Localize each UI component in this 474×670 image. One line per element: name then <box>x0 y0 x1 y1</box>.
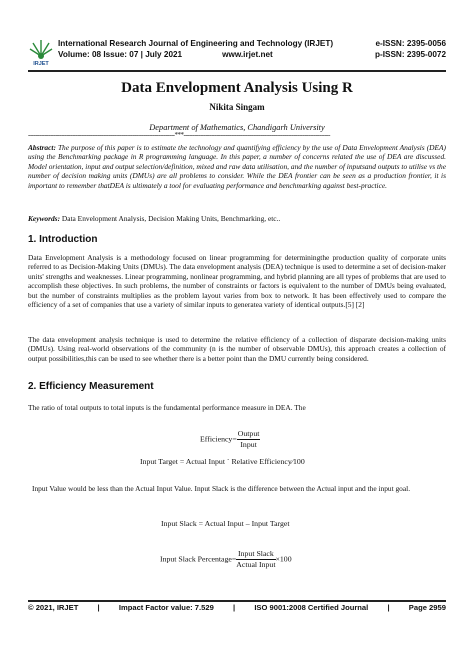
website: www.irjet.net <box>222 50 273 59</box>
section-heading-efficiency: 2. Efficiency Measurement <box>28 381 154 392</box>
logo-text: IRJET <box>33 61 49 66</box>
equation-input-slack: Input Slack = Actual Input – Input Target <box>161 519 290 528</box>
abstract-label: Abstract: <box>28 143 56 152</box>
paper-title: Data Envelopment Analysis Using R <box>121 80 353 96</box>
eq1-numerator: Output <box>237 429 260 438</box>
footer-copyright: © 2021, IRJET <box>28 603 79 612</box>
eq4-numerator: Input Slack <box>238 549 274 558</box>
keywords-text: Data Envelopment Analysis, Decision Making Units, Benchmarking, etc.. <box>60 214 281 223</box>
abstract <box>28 143 446 190</box>
section-heading-introduction: 1. Introduction <box>28 234 98 245</box>
abstract-text: The purpose of this paper is to estimate the technology and quantifying efficiency by the use of Data Envelopment Analysis (DEA) using the Benchmarking package in R programming language. In this paper, a number of concerns related the use of DEA are discussed. Model orientation, input and output selection/definition, mixed and raw data utilisation, and the number of inputsand outputs to utilise vs the number of decision making units (DMUs) are all problems to consider. While the DEA frontier can be seen as a production frontier, it is important to remember thatDEA is ultimately a tool for evaluating performance and benchmarking against best-practice. <box>28 143 446 190</box>
footer-rule <box>28 600 446 602</box>
footer-page-number: Page 2959 <box>408 603 446 612</box>
footer-divider: | <box>97 603 100 612</box>
journal-name: International Research Journal of Engineering and Technology (IRJET) <box>58 39 334 48</box>
footer-impact: Impact Factor value: 7.529 <box>118 603 214 612</box>
page-footer <box>28 603 446 612</box>
header-rule <box>28 70 446 72</box>
affiliation: Department of Mathematics, Chandigarh University <box>149 123 325 132</box>
equation-input-target: Input Target = Actual Input ´ Relative Efficiency⁄100 <box>140 457 305 466</box>
irjet-logo <box>28 36 54 66</box>
equation-input-slack-percentage: Input Slack Percentage= $\frac{\text{Input Slack}}{\text{Actual Input}}$ ×100 <box>160 549 292 569</box>
eq4-denominator: Actual Input <box>236 560 276 569</box>
separator-line: --------------------------------------------------------------------------------***-------------------------------------------------------------------------------- <box>28 131 330 139</box>
footer-iso: ISO 9001:2008 Certified Journal <box>254 603 369 612</box>
header-left <box>58 38 333 60</box>
footer-divider: | <box>387 603 390 612</box>
eq1-denominator: Input <box>240 440 257 449</box>
intro-paragraph-2: The data envelopment analysis technique is used to determine the relative efficiency of a collection of disparate decision-making units (DMUs). Using real-world observations of the community (n is the number of observable DMUs), this approach creates a collection of output possibilities,this can be used to see whether there is a better point than the DMU currently being considered. <box>28 335 446 363</box>
journal-header <box>28 36 446 70</box>
pissn: p-ISSN: 2395-0072 <box>375 50 446 59</box>
keywords <box>28 214 446 223</box>
header-right <box>375 38 446 60</box>
efficiency-paragraph-2: Input Value would be less than the Actual Input Value. Input Slack is the difference between the Actual input and the input goal. <box>32 484 411 493</box>
efficiency-paragraph-1: The ratio of total outputs to total inputs is the fundamental performance measure in DEA. The <box>28 403 306 412</box>
author-name: Nikita Singam <box>209 102 265 112</box>
equation-efficiency: Efficiency= $\frac{\text{Output}}{\text{Input}}$ <box>200 429 260 449</box>
eissn: e-ISSN: 2395-0056 <box>375 39 446 48</box>
keywords-label: Keywords: <box>28 214 61 223</box>
volume-issue: Volume: 08 Issue: 07 | July 2021 www.irjet.net <box>58 50 273 59</box>
intro-paragraph-1: Data Envelopment Analysis is a methodology focused on linear programming for determiningthe production quality of corporate units referred to as Decision-Making Units (DMUs). The data envelopment analysis (DEA) technique is used to determine a set of decision-maker units' strengths and weaknesses. Linear programming, nonlinear programming, and hybrid planning are all types of problems that are used to accomplish these objectives. In such problems, the number of constraints or factors is equivalent to the number of DMUs being evaluated, but the number of constraints multiplies as the problem layout varies from box to network. It has been effectively used to compare the efficiency of a set of companies that use a variety of similar inputs to generatea variety of identical outputs.[5] [2] <box>28 253 446 310</box>
footer-divider: | <box>233 603 236 612</box>
